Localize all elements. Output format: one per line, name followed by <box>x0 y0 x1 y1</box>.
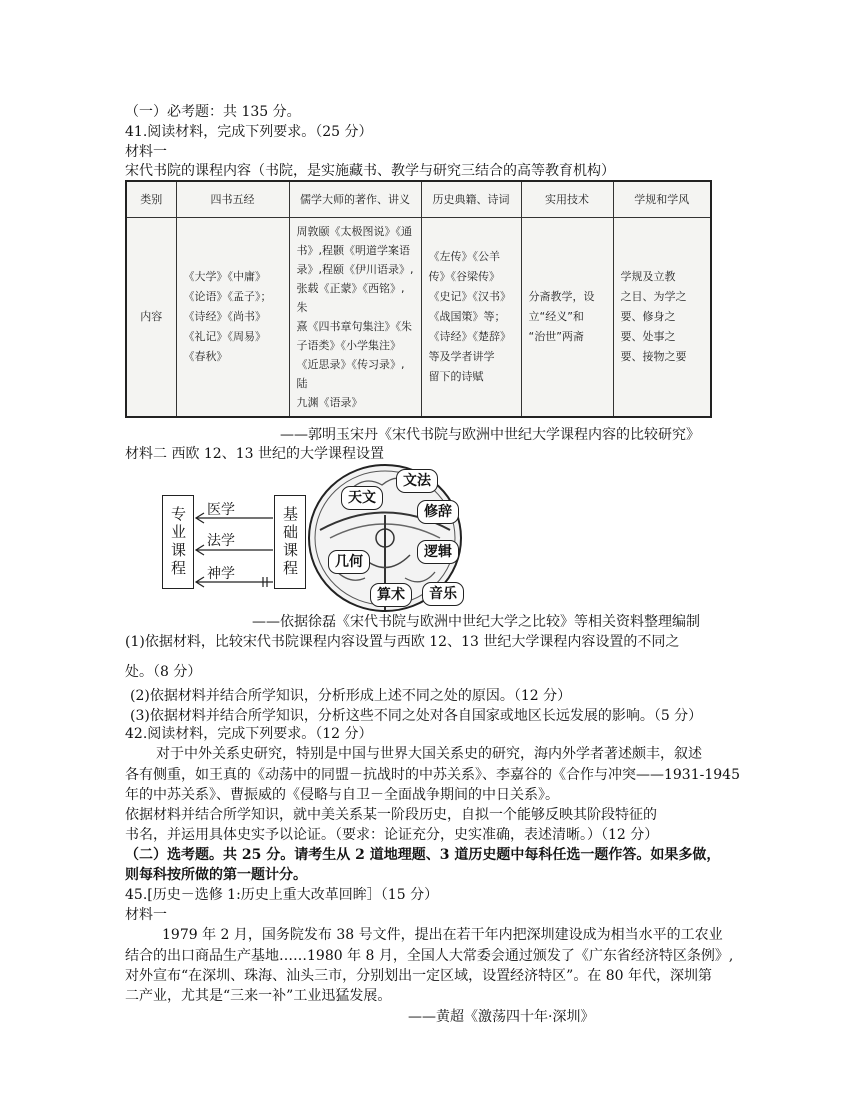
source-citation: ——依据徐磊《宋代书院与欧洲中世纪大学之比较》等相关资料整理编制 <box>252 614 700 630</box>
table-header-cell: 儒学大师的著作、讲义 <box>289 181 421 218</box>
q42-paragraph: 年的中苏关系》、曹振威的《侵略与自卫－全面战争期间的中日关系》。 <box>125 787 559 803</box>
table-header-cell: 实用技术 <box>521 181 613 218</box>
table-header-cell: 类别 <box>126 181 176 218</box>
emblem-label: 音乐 <box>422 582 464 606</box>
q41-sub1-cont: 处。（8 分） <box>125 664 202 680</box>
emblem-label: 修辞 <box>417 500 459 524</box>
arrow-label: 神学 <box>207 566 235 582</box>
q45-paragraph: 对外宣布“在深圳、珠海、汕头三市，分别划出一定区域，设置经济特区”。在 80 年代，深圳第 <box>125 968 713 984</box>
table-row <box>126 218 711 418</box>
q42-stem: 42.阅读材料，完成下列要求。（12 分） <box>125 726 373 742</box>
q42-paragraph: 对于中外关系史研究，特别是中国与世界大国关系史的研究，海内外学者著述颇丰，叙述 <box>156 746 702 762</box>
q41-material2-label: 材料二 西欧 12、13 世纪的大学课程设置 <box>125 446 384 462</box>
table-cell: 《左传》《公羊 传》《谷梁传》 《史记》《汉书》 《战国策》等； 《诗经》《楚辞》 等及学者讲学 留下的诗赋 <box>421 218 521 418</box>
table-header-cell: 历史典籍、诗词 <box>421 181 521 218</box>
emblem-label: 天文 <box>341 486 383 510</box>
table-header-row <box>126 181 711 218</box>
emblem-label: 几何 <box>328 550 370 574</box>
table-cell: 学规及立教 之目、为学之 要、修身之 要、处事之 要、接物之要 <box>613 218 711 418</box>
emblem-label: 算术 <box>370 583 412 607</box>
section2-instruction: 则每科按所做的第一题计分。 <box>125 867 307 883</box>
table-cell: 周敦颐《太极图说》《通 书》,程颢《明道学案语 录》,程颐《伊川语录》, 张载《正蒙》《西铭》,朱 熹《四书章句集注》《朱 子语类》《小学集注》 《近思录》《传习录》,陆 九渊《语录》 <box>289 218 421 418</box>
professional-courses-box: 专业课程 <box>162 495 194 589</box>
table-header-cell: 四书五经 <box>176 181 289 218</box>
q45-stem: 45.[历史－选修 1:历史上重大改革回眸］（15 分） <box>125 887 439 903</box>
q42-task: 书名，并运用具体史实予以论证。（要求：论证充分，史实准确，表述清晰。）（12 分） <box>125 827 659 843</box>
table-cell: 《大学》《中庸》 《论语》《孟子》； 《诗经》《尚书》 《礼记》《周易》 《春秋》 <box>176 218 289 418</box>
curriculum-diagram <box>160 460 480 612</box>
course-table <box>125 180 712 418</box>
q41-sub3: (3)依据材料并结合所学知识，分析这些不同之处对各自国家或地区长远发展的影响。（5 分） <box>130 708 703 724</box>
basic-courses-box: 基础课程 <box>274 495 306 589</box>
q41-sub2: (2)依据材料并结合所学知识，分析形成上述不同之处的原因。（12 分） <box>130 688 572 704</box>
table-header-cell: 学规和学风 <box>613 181 711 218</box>
table-cell: 分斋教学，设 立“经义”和 “治世”两斋 <box>521 218 613 418</box>
arrow-label: 法学 <box>207 533 235 549</box>
q45-paragraph: 二产业，尤其是“三来一补”工业迅猛发展。 <box>125 988 392 1004</box>
section-title: （一）必考题：共 135 分。 <box>125 104 301 120</box>
arrow-label: 医学 <box>207 502 235 518</box>
source-citation: ——郭明玉宋丹《宋代书院与欧洲中世纪大学课程内容的比较研究》 <box>280 427 700 443</box>
q41-sub1: (1)依据材料，比较宋代书院课程内容设置与西欧 12、13 世纪大学课程内容设置的不同之 <box>125 634 680 650</box>
source-citation: ——黄超《激荡四十年·深圳》 <box>408 1009 595 1025</box>
q45-paragraph: 1979 年 2 月，国务院发布 38 号文件，提出在若干年内把深圳建设成为相当水平的工农业 <box>162 927 723 943</box>
table-row-label: 内容 <box>126 218 176 418</box>
emblem-label: 逻辑 <box>417 540 459 564</box>
emblem-label: 文法 <box>396 469 438 493</box>
q41-stem: 41.阅读材料，完成下列要求。（25 分） <box>125 124 373 140</box>
q45-material1-label: 材料一 <box>125 907 167 923</box>
q41-material1-intro: 宋代书院的课程内容（书院，是实施藏书、教学与研究三结合的高等教育机构） <box>125 163 615 179</box>
section2-instruction: （二）选考题。共 25 分。请考生从 2 道地理题、3 道历史题中每科任选一题作答。如果多做， <box>125 847 721 863</box>
q41-material1-label: 材料一 <box>125 144 167 160</box>
q45-paragraph: 结合的出口商品生产基地……1980 年 8 月，全国人大常委会通过颁发了《广东省经济特区条例》, <box>125 948 734 964</box>
q42-task: 依据材料并结合所学知识，就中美关系某一阶段历史，自拟一个能够反映其阶段特征的 <box>125 807 657 823</box>
q42-paragraph: 各有侧重，如王真的《动荡中的同盟－抗战时的中苏关系》、李嘉谷的《合作与冲突——1931-1945 <box>125 767 740 783</box>
